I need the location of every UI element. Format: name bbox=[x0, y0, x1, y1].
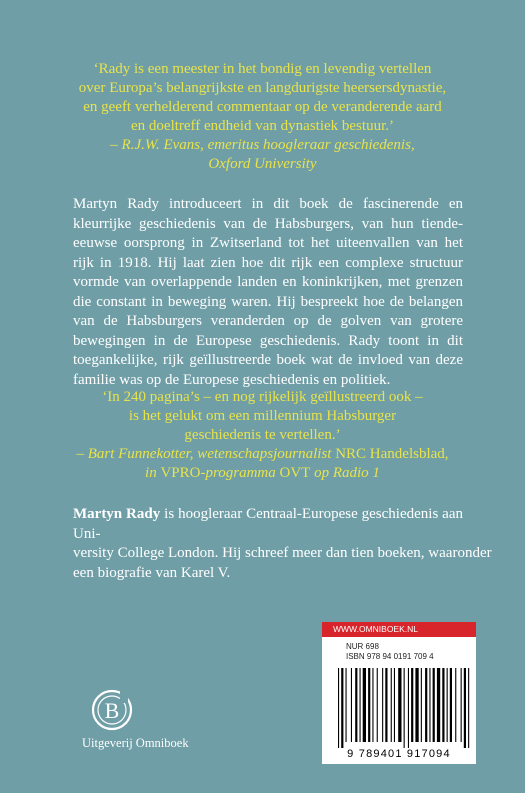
quote-attribution bbox=[60, 445, 465, 464]
isbn-number: ISBN 978 94 0191 709 4 bbox=[346, 652, 434, 661]
logo-letter: B bbox=[104, 698, 120, 723]
publisher-name: Uitgeverij Omniboek bbox=[82, 736, 189, 750]
book-description: Martyn Rady introduceert in dit boek de fascinerende en kleurrijke geschiedenis van de Habsburgers, van hun tiende-eeuwse oorsprong in Zwitserland tot het uiteenvallen van het rijk in 1918. Hij laat zien hoe dit rijk een complexe structuur vormde van overlappende landen en koninkrijken, met grenzen die constant in beweging waren. Hij bespreekt hoe de belangen van de Habsburgers veranderden op de golven van grotere bewegingen in de Europese geschiedenis. Rady toont in dit toegankelijke, rijk geïllustreerde boek wat de invloed van deze familie was op de Europese geschiedenis en politiek. bbox=[73, 196, 463, 388]
isbn-barcode bbox=[328, 666, 470, 760]
quote-attribution: – R.J.W. Evans, emeritus hoogleraar geschiedenis, bbox=[110, 137, 415, 153]
barcode-bar bbox=[455, 668, 456, 742]
quote-attribution bbox=[60, 464, 465, 483]
barcode-bar bbox=[429, 668, 430, 742]
barcode-bar bbox=[368, 668, 370, 742]
quote-line: en geeft verhelderend commentaar op de veranderende aard bbox=[83, 99, 442, 115]
barcode-bar bbox=[391, 668, 392, 742]
barcode-bar bbox=[351, 668, 352, 742]
barcode-bar bbox=[421, 668, 422, 742]
nur-code: NUR 698 bbox=[346, 642, 379, 651]
broadcaster-name: VPRO bbox=[160, 465, 201, 481]
barcode-bar bbox=[442, 668, 444, 742]
barcode-bar bbox=[415, 668, 418, 742]
quote-attribution: Oxford University bbox=[208, 156, 317, 172]
quote-line: ‘In 240 pagina’s – en nog rijkelijk geïllustreerd ook – bbox=[102, 389, 423, 405]
barcode-bar bbox=[464, 668, 466, 748]
barcode-bar bbox=[363, 668, 366, 742]
barcode-bar bbox=[404, 668, 405, 748]
barcode-bar bbox=[468, 668, 469, 748]
barcode-bar bbox=[360, 668, 361, 742]
barcode-bar bbox=[377, 668, 378, 742]
barcode-bar bbox=[408, 668, 409, 748]
quote-line: over Europa’s belangrijkste en langdurigste heersersdynastie, bbox=[78, 80, 447, 96]
barcode-bar bbox=[382, 668, 383, 742]
barcode-block bbox=[322, 622, 476, 764]
attr-part: op Radio 1 bbox=[310, 465, 380, 481]
barcode-bar bbox=[425, 668, 427, 742]
barcode-bar bbox=[447, 668, 448, 742]
barcode-bar bbox=[346, 668, 347, 742]
review-quote-evans bbox=[60, 60, 465, 174]
barcode-bar bbox=[341, 668, 343, 748]
newspaper-name: NRC Handelsblad, bbox=[335, 446, 449, 462]
barcode-bar bbox=[385, 668, 387, 742]
barcode-bar bbox=[338, 668, 339, 748]
barcode-bar bbox=[411, 668, 413, 742]
barcode-digits: 9 789401 917094 bbox=[347, 748, 451, 760]
barcode-bar bbox=[461, 668, 462, 742]
author-bio-text: versity College London. Hij schreef meer dan tien boeken, waaronder bbox=[73, 545, 492, 561]
barcode-bar bbox=[394, 668, 395, 742]
attr-part: – Bart Funnekotter, wetenschapsjournalist bbox=[76, 446, 336, 462]
attr-part: in bbox=[145, 465, 161, 481]
barcode-bar bbox=[398, 668, 401, 742]
author-bio-text: is hoogleraar Centraal-Europese geschiedenis aan Uni- bbox=[73, 506, 463, 542]
author-name: Martyn Rady bbox=[73, 506, 161, 522]
author-bio-text: een biografie van Karel V. bbox=[73, 564, 231, 581]
barcode-bar bbox=[437, 668, 440, 742]
program-name: OVT bbox=[279, 465, 311, 481]
barcode-bar bbox=[433, 668, 435, 742]
quote-line: geschiedenis te vertellen.’ bbox=[184, 427, 341, 443]
quote-line: is het gelukt om een millennium Habsburger bbox=[128, 408, 397, 424]
review-quote-funnekotter bbox=[60, 388, 465, 483]
quote-line: ‘Rady is een meester in het bondig en levendig vertellen bbox=[93, 61, 432, 77]
quote-line: en doeltreff endheid van dynastiek bestuur.’ bbox=[131, 118, 394, 134]
attr-part: -programma bbox=[200, 465, 280, 481]
website-url: WWW.OMNIBOEK.NL bbox=[322, 622, 476, 637]
barcode-bar bbox=[372, 668, 373, 742]
barcode-bar bbox=[450, 668, 452, 742]
author-bio bbox=[73, 505, 492, 583]
barcode-bar bbox=[355, 668, 357, 742]
